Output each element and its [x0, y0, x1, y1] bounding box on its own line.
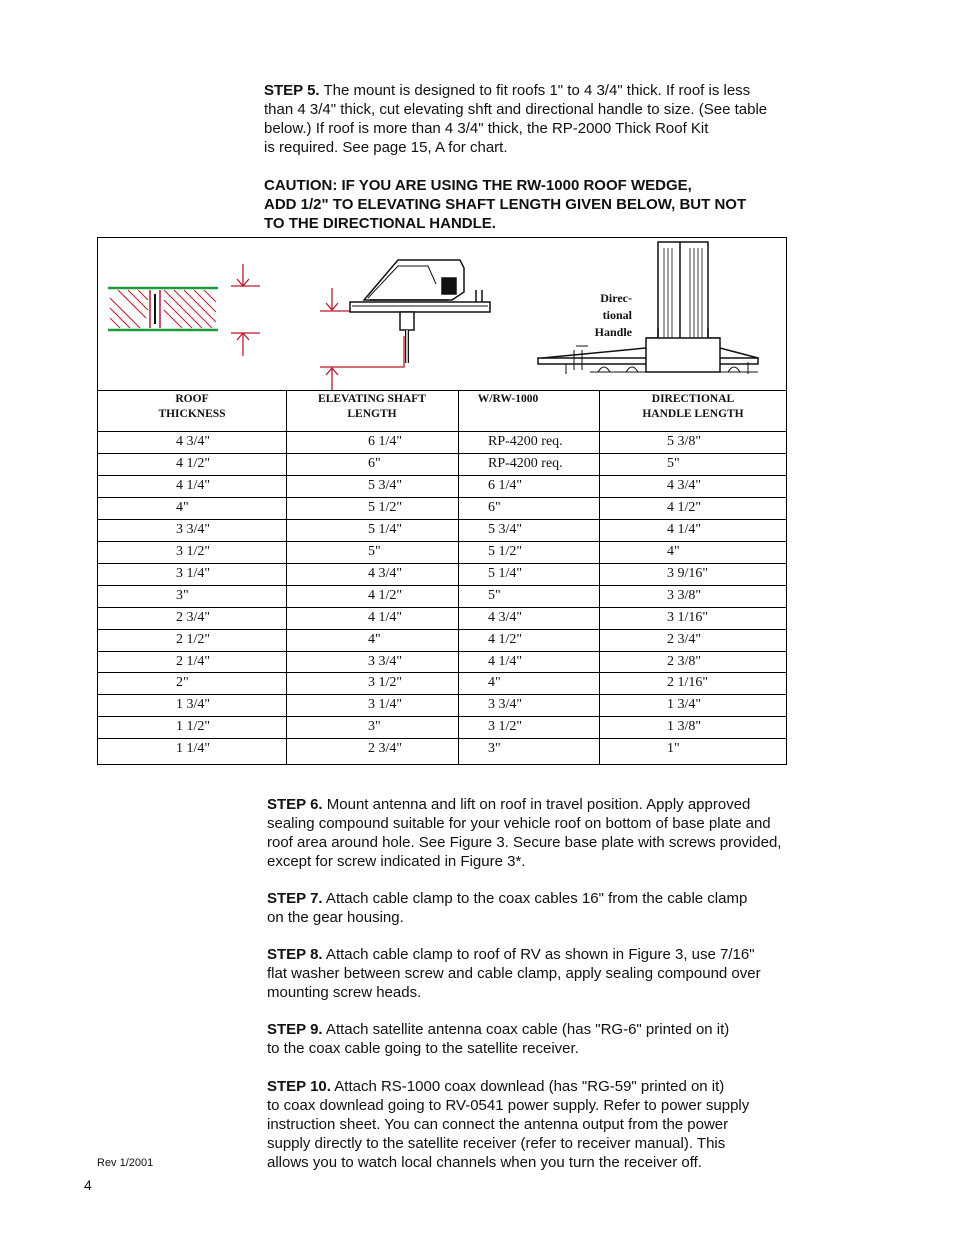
column-divider [286, 390, 287, 765]
caution-line: ADD 1/2" TO ELEVATING SHAFT LENGTH GIVEN BELOW, BUT NOT [264, 196, 747, 213]
table-cell: 3 1/16" [667, 609, 709, 625]
table-rule [98, 475, 786, 476]
table-cell: 4" [488, 675, 501, 691]
mount-illustration [98, 238, 786, 390]
table-cell: 1 3/4" [176, 697, 211, 713]
step-5-line: below.) If roof is more than 4 3/4" thick, the RP-2000 Thick Roof Kit [264, 120, 709, 137]
column-divider [458, 390, 459, 765]
table-rule [98, 607, 786, 608]
table-cell: 2 1/16" [667, 675, 709, 691]
table-rule [98, 585, 786, 586]
table-cell: 4 1/4" [488, 653, 523, 669]
table-cell: 4" [368, 631, 381, 647]
step-5-line: than 4 3/4" thick, cut elevating shft and directional handle to size. (See table [264, 101, 768, 118]
step-6-paragraph: STEP 6. Mount antenna and lift on roof in travel position. Apply approved sealing compound suitable for your vehicle roof on bottom of base plate and roof area around hole. See Figure 3. Secure base plate with screws provided, except for screw indicated in Figure 3*. [267, 796, 782, 870]
table-cell: 3 1/4" [368, 697, 403, 713]
table-cell: 5 1/4" [368, 521, 403, 537]
table-rule [98, 672, 786, 673]
step-5-line: The mount is designed to fit roofs 1" to 4 3/4" thick. If roof is less [319, 82, 751, 99]
step-5-paragraph [264, 81, 824, 157]
table-cell: 4 1/4" [667, 521, 702, 537]
table-cell: 2 3/8" [667, 653, 702, 669]
table-cell: 5 3/8" [667, 434, 702, 449]
table-cell: 4 3/4" [488, 609, 523, 625]
table-cell: 5 3/4" [488, 521, 523, 537]
page-number: 4 [84, 1177, 92, 1193]
table-cell: RP-4200 req. [488, 455, 563, 471]
table-cell: 3 3/4" [488, 697, 523, 713]
table-cell: 1 3/8" [667, 719, 702, 735]
table-cell: 4 1/2" [667, 499, 702, 515]
table-cell: 5 1/4" [488, 565, 523, 581]
table-cell: 5 1/2" [368, 499, 403, 515]
table-cell: 5 3/4" [368, 477, 403, 493]
mount-diagram [98, 238, 786, 391]
table-cell: 2 3/4" [368, 741, 403, 757]
step-9-label: STEP 9. [267, 1021, 323, 1038]
table-rule [98, 453, 786, 454]
revision-note: Rev 1/2001 [97, 1157, 154, 1169]
table-cell: 6 1/4" [488, 477, 523, 493]
table-cell: 2 1/2" [176, 631, 211, 647]
table-rule [98, 519, 786, 520]
step-7-paragraph: STEP 7. Attach cable clamp to the coax cables 16" from the cable clamp on the gear housing. [267, 890, 748, 926]
step-6-label: STEP 6. [267, 796, 323, 813]
header-rw1000: W/RW-1000 [477, 393, 539, 405]
table-cell: 4 1/2" [176, 455, 211, 471]
table-cell: 3 9/16" [667, 565, 709, 581]
table-cell: 5" [488, 587, 501, 603]
table-rule [98, 431, 786, 432]
table-cell: 3 1/2" [176, 543, 211, 559]
column-divider [599, 390, 600, 765]
directional-handle-label: Direc- tional Handle [594, 291, 632, 339]
header-elevating-shaft: ELEVATING SHAFT LENGTH [318, 393, 426, 420]
roof-section-drawing [108, 288, 218, 330]
table-cell: 3 1/4" [176, 565, 211, 581]
table-cell: RP-4200 req. [488, 434, 563, 449]
table-cell: 5 1/2" [488, 543, 523, 559]
table-cell: 3 3/4" [176, 521, 211, 537]
table-cell: 4 1/4" [176, 477, 211, 493]
table-cell: 6" [368, 455, 381, 471]
table-cell: 3 3/4" [368, 653, 403, 669]
table-rule [98, 541, 786, 542]
caution-note [264, 176, 824, 233]
table-cell: 4 3/4" [368, 565, 403, 581]
step-8-paragraph: STEP 8. Attach cable clamp to roof of RV as shown in Figure 3, use 7/16" flat washer between screw and cable clamp, apply sealing compound over mounting screw heads. [267, 946, 761, 1001]
table-cell: 3" [368, 719, 381, 735]
header-roof-thickness: ROOF THICKNESS [158, 393, 226, 420]
table-cell: 6" [488, 499, 501, 515]
header-directional-handle: DIRECTIONAL HANDLE LENGTH [642, 393, 744, 420]
table-cell: 1 1/4" [176, 741, 211, 757]
thickness-arrows [231, 264, 260, 356]
table-cell: 2 1/4" [176, 653, 211, 669]
step-10-label: STEP 10. [267, 1078, 331, 1095]
table-cell: 3 1/2" [368, 675, 403, 691]
table-cell: 4 1/2" [368, 587, 403, 603]
table-rule [98, 563, 786, 564]
table-rule [98, 694, 786, 695]
table-cell: 3 1/2" [488, 719, 523, 735]
caution-line: TO THE DIRECTIONAL HANDLE. [264, 215, 496, 232]
table-cell: 5" [667, 455, 680, 471]
table-cell: 4 3/4" [176, 434, 211, 449]
shaft-length-figure [97, 237, 787, 765]
table-cell: 1 3/4" [667, 697, 702, 713]
table-cell: 3" [176, 587, 189, 603]
step-5-label: STEP 5. [264, 82, 320, 99]
table-cell: 1 1/2" [176, 719, 211, 735]
table-cell: 4 3/4" [667, 477, 702, 493]
table-rule [98, 629, 786, 630]
table-rule [98, 716, 786, 717]
table-cell: 3 3/8" [667, 587, 702, 603]
mount-drawing [320, 260, 490, 390]
table-rule [98, 651, 786, 652]
table-cell: 6 1/4" [368, 434, 403, 449]
table-cell: 4 1/4" [368, 609, 403, 625]
table-cell: 2 3/4" [176, 609, 211, 625]
table-cell: 4 1/2" [488, 631, 523, 647]
table-cell: 5" [368, 543, 381, 559]
table-cell: 1" [667, 741, 680, 757]
table-cell: 4" [667, 543, 680, 559]
step-8-label: STEP 8. [267, 946, 323, 963]
table-cell: 4" [176, 499, 189, 515]
step-9-paragraph: STEP 9. Attach satellite antenna coax cable (has "RG-6" printed on it) to the coax cable going to the satellite receiver. [267, 1021, 730, 1057]
step-7-label: STEP 7. [267, 890, 323, 907]
table-cell: 3" [488, 741, 501, 757]
table-cell: 2 3/4" [667, 631, 702, 647]
table-rule [98, 738, 786, 739]
step-10-paragraph: STEP 10. Attach RS-1000 coax downlead (has "RG-59" printed on it) to coax downlead going to RV-0541 power supply. Refer to power supply instruction sheet. You can connect the antenna output from the power supply directly to the satellite receiver (refer to receiver manual). This allows you to watch local channels when you turn the receiver off. [267, 1078, 750, 1171]
step-5-line: is required. See page 15, A for chart. [264, 139, 508, 156]
table-rule [98, 497, 786, 498]
table-cell: 2" [176, 675, 189, 691]
caution-line: CAUTION: IF YOU ARE USING THE RW-1000 ROOF WEDGE, [264, 177, 692, 194]
